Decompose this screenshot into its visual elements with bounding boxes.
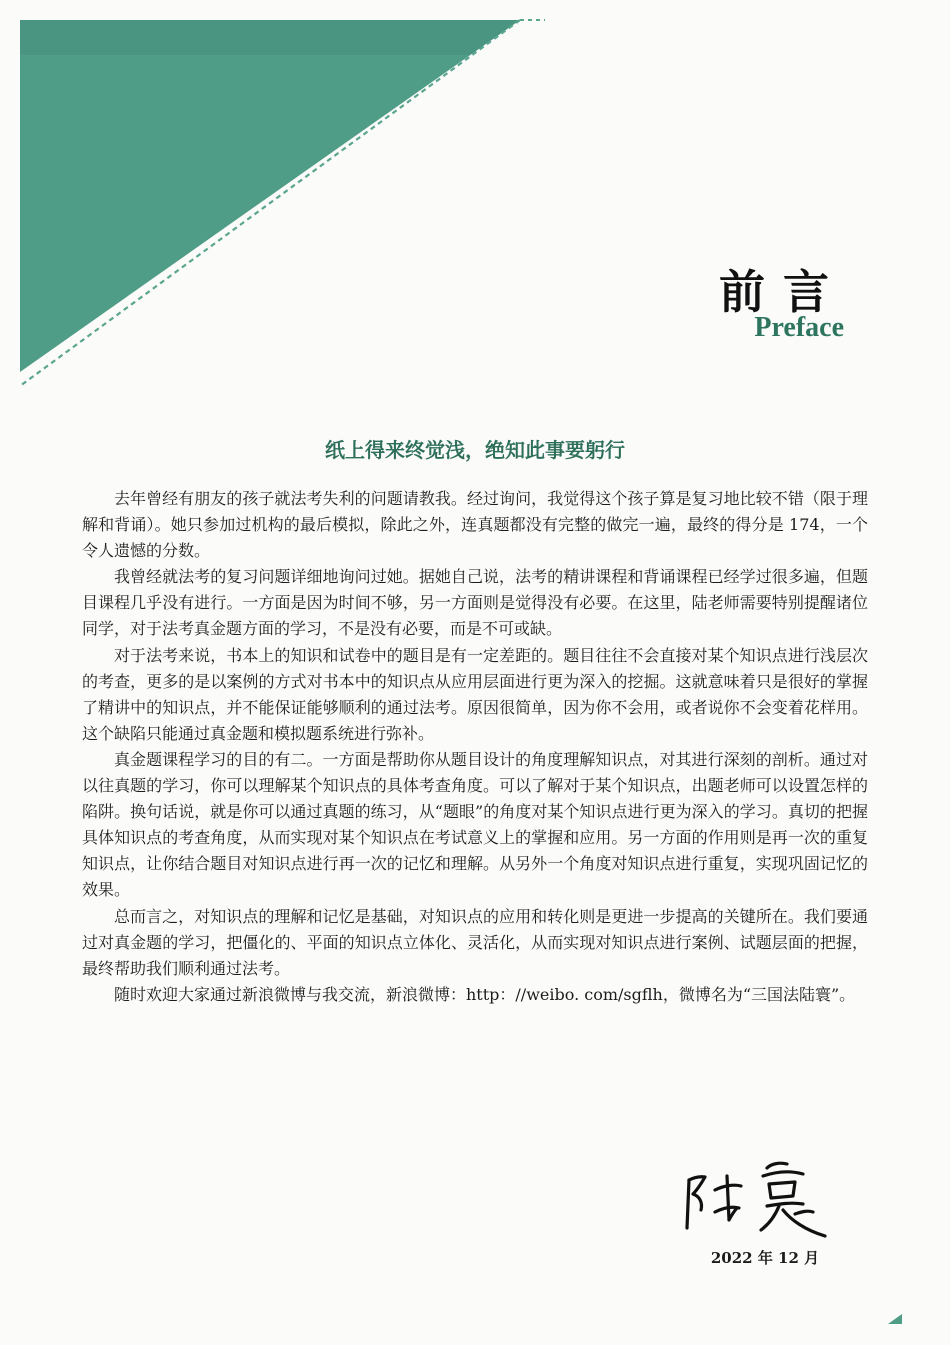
- paragraph: 总而言之，对知识点的理解和记忆是基础，对知识点的应用和转化则是更进一步提高的关键所在。我们要通过对真金题的学习，把僵化的、平面的知识点立体化、灵活化，从而实现对知识点进行案例、试题层面的把握，最终帮助我们顺利通过法考。: [82, 906, 868, 978]
- paragraph: 我曾经就法考的复习问题详细地询问过她。据她自己说，法考的精讲课程和背诵课程已经学过很多遍，但题目课程几乎没有进行。一方面是因为时间不够，另一方面则是觉得没有必要。在这里，陆老师需要特别提醒诸位同学，对于法考真金题方面的学习，不是没有必要，而是不可或缺。: [82, 567, 868, 639]
- corner-triangle-mark: [888, 1314, 902, 1324]
- page-title-english: Preface: [754, 312, 844, 343]
- paragraph: 随时欢迎大家通过新浪微博与我交流，新浪微博：http：//weibo. com/sgflh，微博名为“三国法陆寰”。: [114, 984, 856, 1004]
- preface-body: [82, 486, 868, 1008]
- date: 2022 年 12 月: [710, 1249, 820, 1267]
- paragraph: 去年曾经有朋友的孩子就法考失利的问题请教我。经过询问，我觉得这个孩子算是复习地比较不错（限于理解和背诵）。她只参加过机构的最后模拟，除此之外，连真题都没有完整的做完一遍，最终的得分是 174，一个令人遗憾的分数。: [82, 489, 868, 561]
- paragraph: 对于法考来说，书本上的知识和试卷中的题目是有一定差距的。题目往往不会直接对某个知识点进行浅层次的考查，更多的是以案例的方式对书本中的知识点从应用层面进行更为深入的挖掘。这就意味着只是很好的掌握了精讲中的知识点，并不能保证能够顺利的通过法考。原因很简单，因为你不会用，或者说你不会变着花样用。这个缺陷只能通过真金题和模拟题系统进行弥补。: [82, 645, 868, 743]
- date-line: [0, 1247, 950, 1268]
- paragraph: 真金题课程学习的目的有二。一方面是帮助你从题目设计的角度理解知识点，对其进行深刻的剖析。通过对以往真题的学习，你可以理解某个知识点的具体考查角度。可以了解对于某个知识点，出题老师可以设置怎样的陷阱。换句话说，就是你可以通过真题的练习，从“题眼”的角度对某个知识点进行更为深入的学习。真切的把握具体知识点的考查角度，从而实现对某个知识点在考试意义上的掌握和应用。另一方面的作用则是再一次的重复知识点，让你结合题目对知识点进行再一次的记忆和理解。从另外一个角度对知识点进行重复，实现巩固记忆的效果。: [82, 749, 868, 900]
- page-title: 前言: [719, 265, 847, 319]
- section-subtitle: 纸上得来终觉浅，绝知此事要躬行: [325, 438, 625, 462]
- handwritten-signature: [675, 1150, 845, 1245]
- decorative-corner-triangle: [0, 0, 950, 420]
